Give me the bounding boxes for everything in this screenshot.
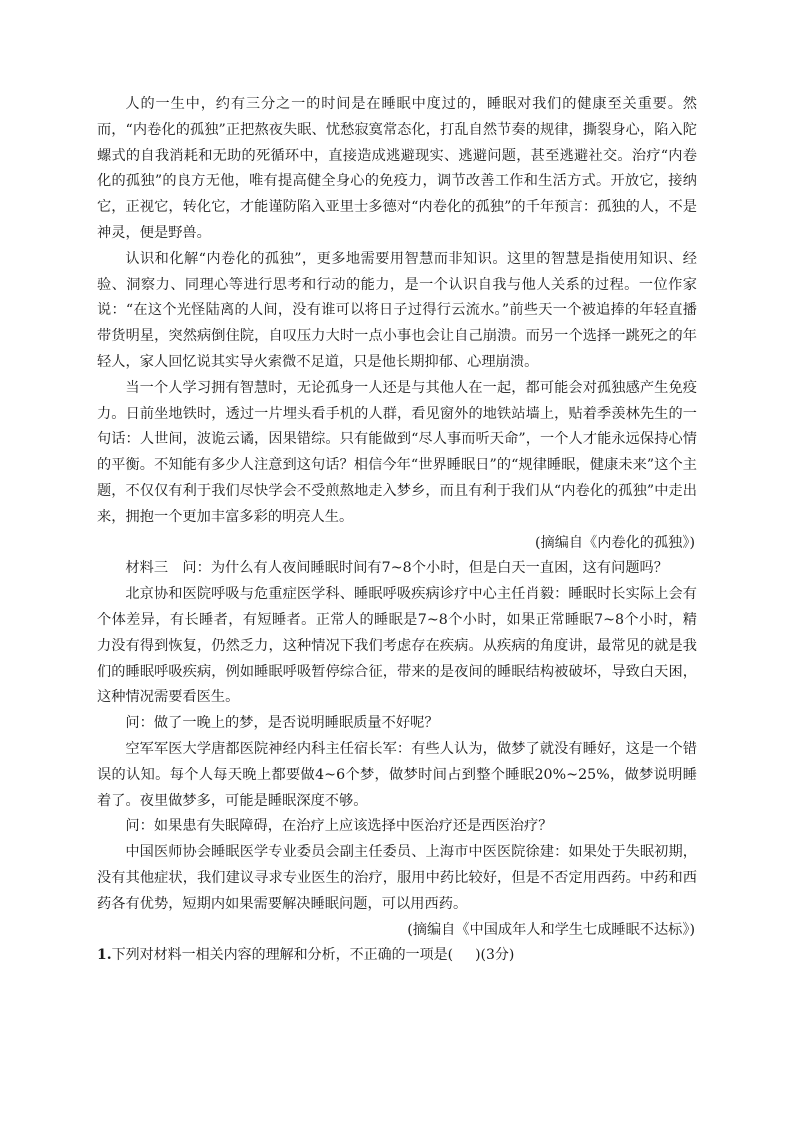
source-citation: (摘编自《内卷化的孤独》) (534, 534, 695, 551)
material-heading-question: 材料三 问：为什么有人夜间睡眠时间有7~8个小时，但是白天一直困，这有问题吗？ (125, 560, 669, 577)
paragraph: 人的一生中，约有三分之一的时间是在睡眠中度过的，睡眠对我们的健康至关重要。然而，“内卷化的孤独”正把熬夜失眠、忧愁寂寞常态化，打乱自然节奏的规律，撕裂身心，陷入陀螺式的自我消耗和无助的死循环中，直接造成逃避现实、逃避问题，甚至逃避社交。治疗“内卷化的孤独”的良方无他，唯有提高健全身心的免疫力，调节改善工作和生活方式。开放它，接纳它，正视它，转化它，才能谨防陷入亚里士多德对“内卷化的孤独”的千年预言：孤独的人，不是神灵，便是野兽。 (97, 96, 697, 241)
question-line: 问：做了一晚上的梦，是否说明睡眠质量不好呢？ (125, 715, 439, 732)
document-page (97, 92, 697, 969)
question-line: 问：如果患有失眠障碍，在治疗上应该选择中医治疗还是西医治疗？ (125, 818, 553, 835)
paragraph: 北京协和医院呼吸与危重症医学科、睡眠呼吸疾病诊疗中心主任肖毅：睡眠时长实际上会有个体差异，有长睡者，有短睡者。正常人的睡眠是7~8个小时，如果正常睡眠7~8个小时，精力没有得到恢复，仍然乏力，这种情况下我们考虑存在疾病。从疾病的角度讲，最常见的就是我们的睡眠呼吸疾病，例如睡眠呼吸暂停综合征，带来的是夜间的睡眠结构被破坏，导致白天困，这种情况需要看医生。 (97, 586, 697, 706)
question-score: )(3分) (475, 947, 515, 964)
paragraph: 中国医师协会睡眠医学专业委员会副主任委员、上海市中医医院徐建：如果处于失眠初期，没有其他症状，我们建议寻求专业医生的治疗，服用中药比较好，但是不否定用西药。中药和西药各有优势，短期内如果需要解决睡眠问题，可以用西药。 (97, 844, 697, 912)
question-number: 1. (97, 947, 112, 964)
paragraph: 认识和化解“内卷化的孤独”，更多地需要用智慧而非知识。这里的智慧是指使用知识、经验、洞察力、同理心等进行思考和行动的能力，是一个认识自我与他人关系的过程。一位作家说：“在这个光怪陆离的人间，没有谁可以将日子过得行云流水。”前些天一个被追捧的年轻直播带货明星，突然病倒住院，自叹压力大时一点小事也会让自己崩溃。而另一个选择一跳死之的年轻人，家人回忆说其实导火索微不足道，只是他长期抑郁、心理崩溃。 (97, 250, 697, 370)
question-text: 下列对材料一相关内容的理解和分析，不正确的一项是( (111, 947, 454, 964)
source-citation: (摘编自《中国成年人和学生七成睡眠不达标》) (407, 921, 695, 938)
paragraph: 空军军医大学唐都医院神经内科主任宿长军：有些人认为，做梦了就没有睡好，这是一个错误的认知。每个人每天晚上都要做4~6个梦，做梦时间占到整个睡眠20%~25%，做梦说明睡着了。夜里做梦多，可能是睡眠深度不够。 (97, 740, 697, 809)
paragraph: 当一个人学习拥有智慧时，无论孤身一人还是与其他人在一起，都可能会对孤独感产生免疫力。日前坐地铁时，透过一片埋头看手机的人群，看见窗外的地铁站墙上，贴着季羡林先生的一句话：人世间，波诡云谲，因果错综。只有能做到“尽人事而听天命”，一个人才能永远保持心情的平衡。不知能有多少人注意到这句话？相信今年“世界睡眠日”的“规律睡眠，健康未来”这个主题，不仅仅有利于我们尽快学会不受煎熬地走入梦乡，而且有利于我们从“内卷化的孤独”中走出来，拥抱一个更加丰富多彩的明亮人生。 (97, 379, 697, 525)
exam-question (97, 943, 697, 969)
